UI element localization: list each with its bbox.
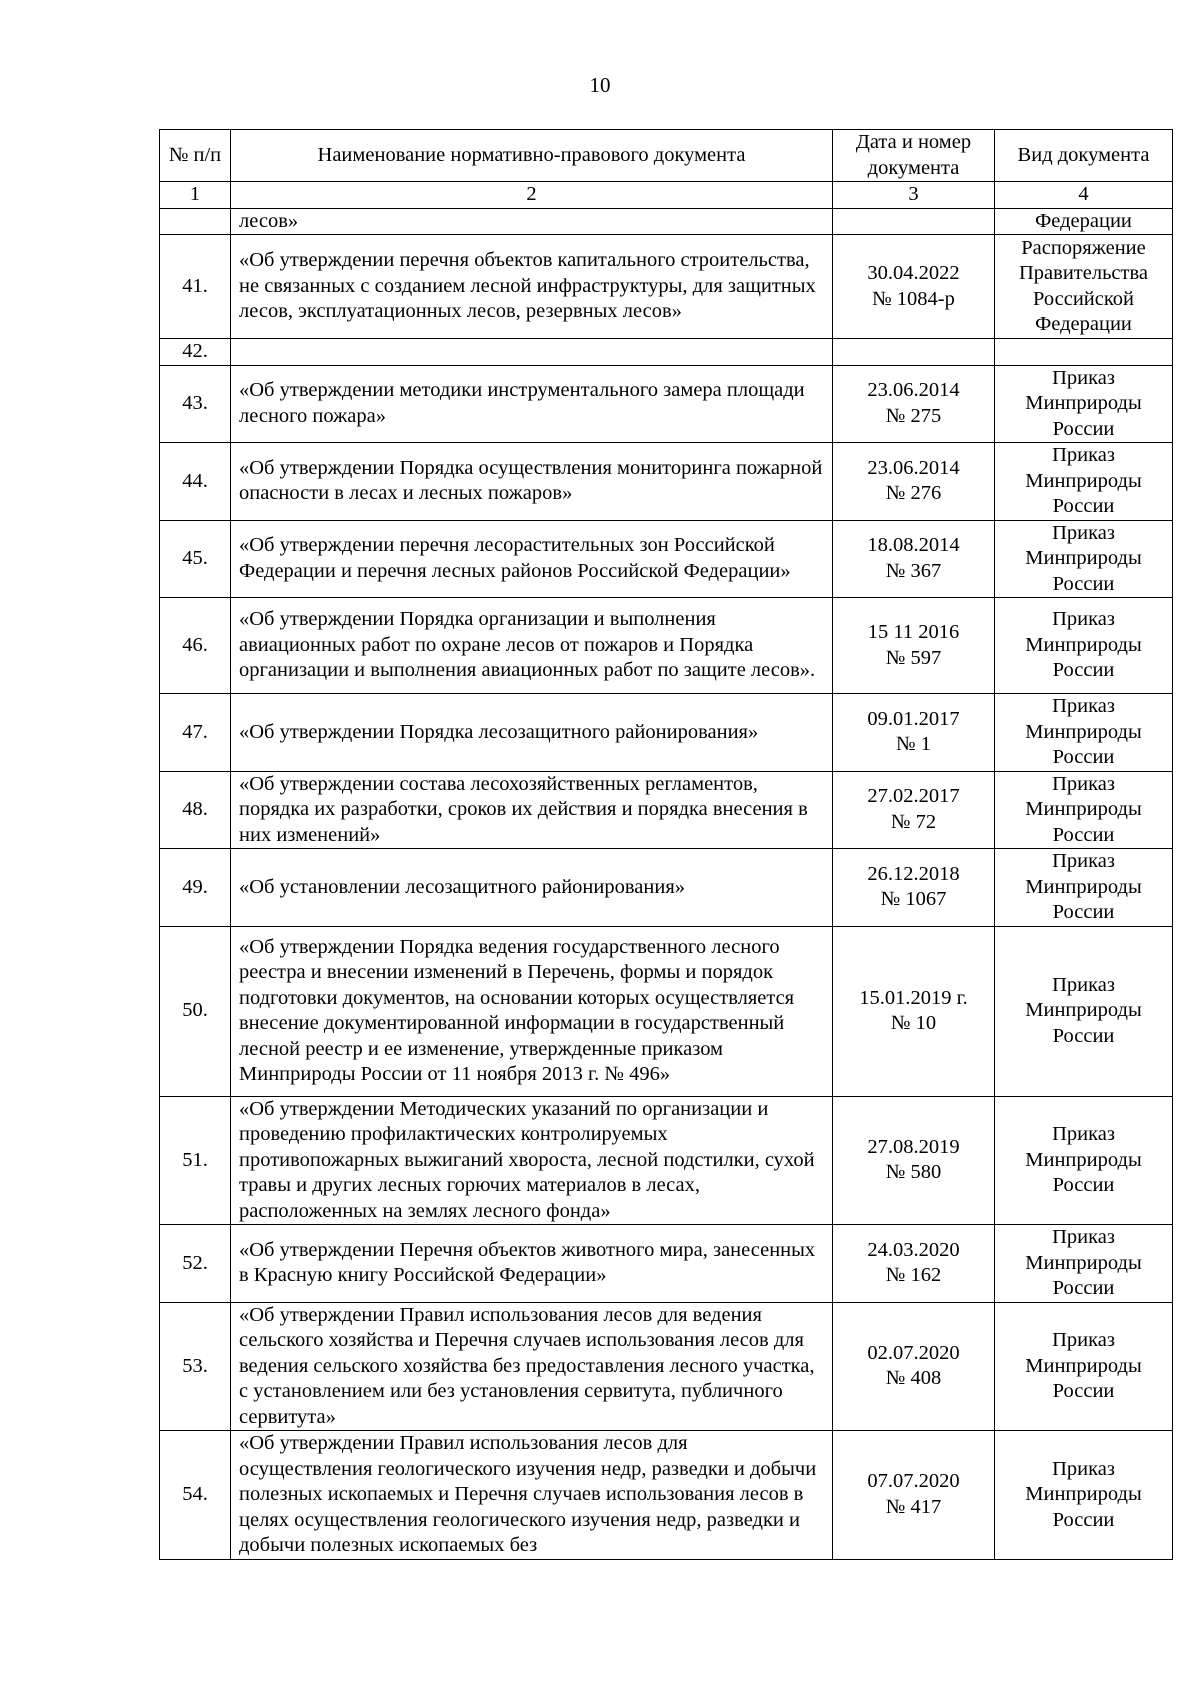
row-title: «Об утверждении методики инструментального замера площади лесного пожара» [231, 365, 833, 443]
row-kind: Приказ Минприроды России [995, 1096, 1173, 1225]
row-kind: Приказ Минприроды России [995, 771, 1173, 849]
column-number: 2 [231, 182, 833, 209]
row-kind [995, 339, 1173, 366]
row-number: 41. [160, 235, 231, 339]
row-kind: Федерации [995, 208, 1173, 235]
row-date: 15 11 2016 № 597 [833, 598, 995, 694]
row-number: 47. [160, 694, 231, 772]
row-number: 46. [160, 598, 231, 694]
row-date [833, 339, 995, 366]
header-number: № п/п [160, 130, 231, 182]
row-title [231, 339, 833, 366]
row-title: «Об утверждении перечня лесорастительных зон Российской Федерации и перечня лесных районов Российской Федерации» [231, 520, 833, 598]
column-number: 1 [160, 182, 231, 209]
row-title: «Об утверждении перечня объектов капитального строительства, не связанных с созданием лесной инфраструктуры, для защитных лесов, эксплуатационных лесов, резервных лесов» [231, 235, 833, 339]
page-number: 10 [589, 73, 611, 97]
documents-table [159, 129, 1173, 1560]
table-header-row [160, 130, 1173, 182]
row-date: 26.12.2018 № 1067 [833, 849, 995, 927]
row-number: 51. [160, 1096, 231, 1225]
table-row [160, 598, 1173, 694]
row-date: 23.06.2014 № 275 [833, 365, 995, 443]
row-kind: Приказ Минприроды России [995, 926, 1173, 1096]
row-title: «Об утверждении Правил использования лесов для ведения сельского хозяйства и Перечня случаев использования лесов для ведения сельского хозяйства без предоставления лесного участка, с установлением или без установления сервитута, публичного сервитута» [231, 1302, 833, 1431]
row-number: 53. [160, 1302, 231, 1431]
column-numbers-row [160, 182, 1173, 209]
row-title: «Об установлении лесозащитного районирования» [231, 849, 833, 927]
row-date: 09.01.2017 № 1 [833, 694, 995, 772]
table-row [160, 443, 1173, 521]
continuation-row [160, 208, 1173, 235]
row-date: 02.07.2020 № 408 [833, 1302, 995, 1431]
row-title: «Об утверждении Порядка организации и выполнения авиационных работ по охране лесов от пожаров и Порядка организации и выполнения авиационных работ по защите лесов». [231, 598, 833, 694]
row-number: 52. [160, 1225, 231, 1303]
row-kind: Приказ Минприроды России [995, 694, 1173, 772]
row-kind: Приказ Минприроды России [995, 598, 1173, 694]
row-kind: Приказ Минприроды России [995, 443, 1173, 521]
row-title: «Об утверждении состава лесохозяйственных регламентов, порядка их разработки, сроков их действия и порядка внесения в них изменений» [231, 771, 833, 849]
table-row [160, 520, 1173, 598]
table-row [160, 926, 1173, 1096]
row-title: «Об утверждении Правил использования лесов для осуществления геологического изучения недр, разведки и добычи полезных ископаемых и Перечня случаев использования лесов в целях осуществления геологического изучения недр, разведки и добычи полезных ископаемых без [231, 1431, 833, 1560]
row-kind: Приказ Минприроды России [995, 1225, 1173, 1303]
row-kind: Приказ Минприроды России [995, 1431, 1173, 1560]
header-document-type: Вид документа [995, 130, 1173, 182]
row-title: «Об утверждении Порядка ведения государственного лесного реестра и внесении изменений в Перечень, формы и порядок подготовки документов, на основании которых осуществляется внесение документированной информации в государственный лесной реестр и ее изменение, утвержденные приказом Минприроды России от 11 ноября 2013 г. № 496» [231, 926, 833, 1096]
table-row [160, 1302, 1173, 1431]
column-number: 4 [995, 182, 1173, 209]
table-row [160, 1096, 1173, 1225]
row-number: 49. [160, 849, 231, 927]
table-row [160, 365, 1173, 443]
row-date: 24.03.2020 № 162 [833, 1225, 995, 1303]
table-row [160, 235, 1173, 339]
row-kind: Приказ Минприроды России [995, 849, 1173, 927]
row-kind: Распоряжение Правительства Российской Федерации [995, 235, 1173, 339]
row-number: 50. [160, 926, 231, 1096]
table-row [160, 1431, 1173, 1560]
row-date: 07.07.2020 № 417 [833, 1431, 995, 1560]
row-number: 42. [160, 339, 231, 366]
row-number: 43. [160, 365, 231, 443]
row-kind: Приказ Минприроды России [995, 1302, 1173, 1431]
row-date: 18.08.2014 № 367 [833, 520, 995, 598]
row-title: «Об утверждении Методических указаний по организации и проведению профилактических контролируемых противопожарных выжиганий хвороста, лесной подстилки, сухой травы и других лесных горючих материалов в лесах, расположенных на землях лесного фонда» [231, 1096, 833, 1225]
row-date: 27.02.2017 № 72 [833, 771, 995, 849]
row-date: 15.01.2019 г. № 10 [833, 926, 995, 1096]
table-row [160, 694, 1173, 772]
row-title: «Об утверждении Перечня объектов животного мира, занесенных в Красную книгу Российской Федерации» [231, 1225, 833, 1303]
row-date: 30.04.2022 № 1084-р [833, 235, 995, 339]
row-date [833, 208, 995, 235]
header-document-name: Наименование нормативно-правового документа [231, 130, 833, 182]
row-date: 23.06.2014 № 276 [833, 443, 995, 521]
table-row [160, 849, 1173, 927]
table-row [160, 339, 1173, 366]
row-number: 54. [160, 1431, 231, 1560]
row-number: 48. [160, 771, 231, 849]
row-kind: Приказ Минприроды России [995, 365, 1173, 443]
row-number: 45. [160, 520, 231, 598]
row-kind: Приказ Минприроды России [995, 520, 1173, 598]
row-title: «Об утверждении Порядка осуществления мониторинга пожарной опасности в лесах и лесных пожаров» [231, 443, 833, 521]
row-date: 27.08.2019 № 580 [833, 1096, 995, 1225]
row-title: лесов» [231, 208, 833, 235]
table-row [160, 771, 1173, 849]
row-number: 44. [160, 443, 231, 521]
column-number: 3 [833, 182, 995, 209]
row-number [160, 208, 231, 235]
row-title: «Об утверждении Порядка лесозащитного районирования» [231, 694, 833, 772]
table-row [160, 1225, 1173, 1303]
header-date-number: Дата и номер документа [833, 130, 995, 182]
